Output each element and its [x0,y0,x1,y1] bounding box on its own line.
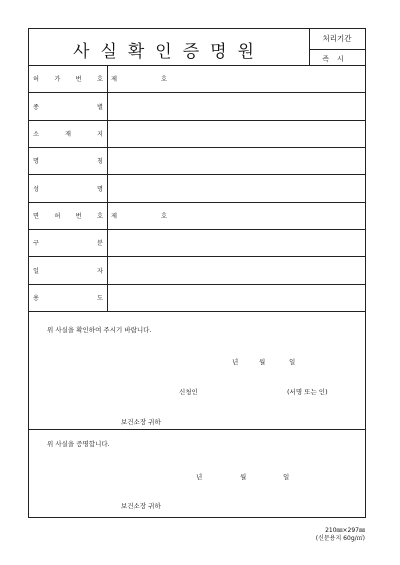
table-bottom-line [29,311,365,312]
label-char: 번 [75,213,82,220]
label-char: 호 [96,76,103,83]
request-date-year: 년 [232,358,239,366]
label-char: 번 [75,76,82,83]
certify-date-month: 월 [240,473,247,481]
label-char: 명 [33,158,39,165]
paper-size: 210㎜×297㎜ [325,527,365,534]
label-type [29,92,107,120]
label-column-divider [107,65,108,311]
label-purpose [29,284,107,311]
label-person-name [29,174,107,202]
label-char: 분 [97,240,103,247]
label-permit-number [29,65,107,92]
certify-date-year: 년 [196,473,203,481]
processing-period-label: 처리기간 [322,34,352,43]
label-char: 자 [97,267,103,275]
request-statement: 위 사실을 확인하여 주시기 바랍니다. [47,326,152,334]
applicant-label: 신청인 [179,388,198,396]
label-char: 소 [33,131,39,138]
label-category [29,229,107,256]
paper-size-note [316,527,365,543]
request-date-day: 일 [289,358,296,366]
label-char: 칭 [97,158,103,165]
processing-divider [309,49,365,50]
signature-note: (서명 또는 인) [287,388,328,396]
label-char: 허 [33,76,39,83]
certify-statement: 위 사실을 증명합니다. [47,440,110,448]
label-char: 성 [33,185,39,193]
label-char: 도 [97,295,103,302]
form-title: 사실확인증명원 [73,41,265,62]
label-char: 구 [33,240,39,247]
label-char: 지 [97,131,103,138]
value-license-number[interactable]: 제 호 [111,213,167,220]
certify-addressee: 보건소장 귀하 [121,502,161,510]
label-char: 허 [54,213,61,220]
label-char: 재 [65,131,71,138]
paper-type: (신문용지 60g/㎡) [315,535,365,542]
label-char: 일 [33,267,39,275]
request-addressee: 보건소장 귀하 [121,418,161,426]
label-char: 가 [54,76,61,83]
label-location [29,120,107,147]
label-date [29,256,107,284]
label-char: 호 [96,213,103,220]
label-license-number [29,202,107,229]
label-char: 종 [33,103,39,111]
processing-period-value: 즉시 [322,55,352,63]
certificate-form [28,28,366,518]
request-date-month: 월 [259,358,266,366]
label-char: 면 [33,213,39,220]
label-name-of-facility [29,147,107,174]
section-divider [29,429,365,430]
value-permit-number[interactable]: 제 호 [111,76,167,83]
certify-date-day: 일 [283,473,290,481]
label-char: 명 [97,185,103,193]
label-char: 별 [97,103,103,111]
label-char: 용 [33,295,39,302]
